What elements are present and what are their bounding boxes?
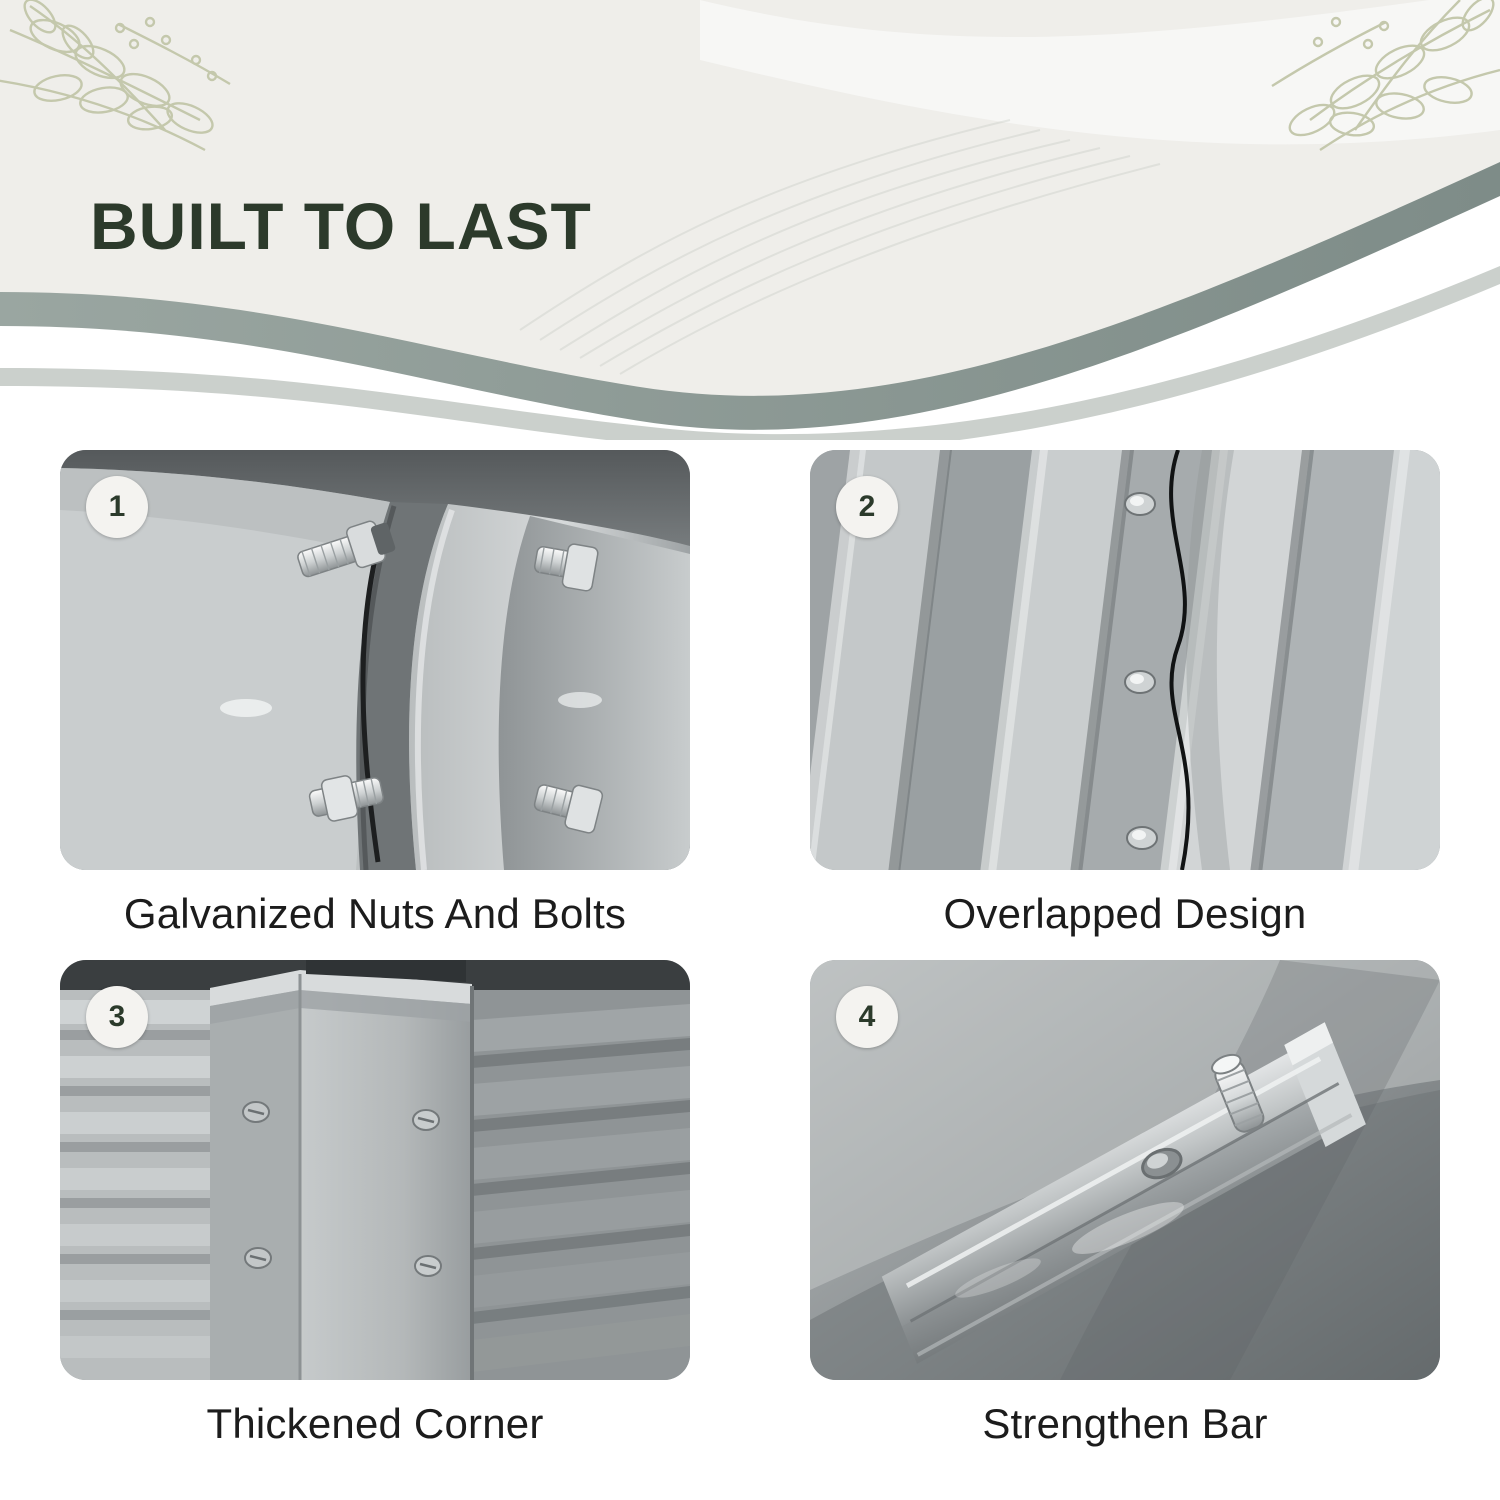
feature-card-4 xyxy=(750,960,1500,1448)
feature-image-nuts-and-bolts xyxy=(60,450,690,870)
feature-card-1 xyxy=(0,450,750,938)
feature-grid xyxy=(0,450,1500,1448)
header-banner xyxy=(0,0,1500,440)
feature-number-badge: 4 xyxy=(836,986,898,1048)
feature-caption: Strengthen Bar xyxy=(982,1400,1268,1447)
feature-number-badge: 1 xyxy=(86,476,148,538)
feature-card-2 xyxy=(750,450,1500,938)
page-title: BUILT TO LAST xyxy=(90,189,592,263)
feature-card-3 xyxy=(0,960,750,1448)
feature-number-badge: 2 xyxy=(836,476,898,538)
feature-caption: Thickened Corner xyxy=(206,1400,544,1447)
feature-image-thickened-corner xyxy=(60,960,690,1380)
feature-image-strengthen-bar xyxy=(810,960,1440,1380)
feature-caption: Galvanized Nuts And Bolts xyxy=(123,890,627,937)
feature-number-badge: 3 xyxy=(86,986,148,1048)
feature-image-overlapped-design xyxy=(810,450,1440,870)
feature-caption: Overlapped Design xyxy=(943,890,1307,937)
